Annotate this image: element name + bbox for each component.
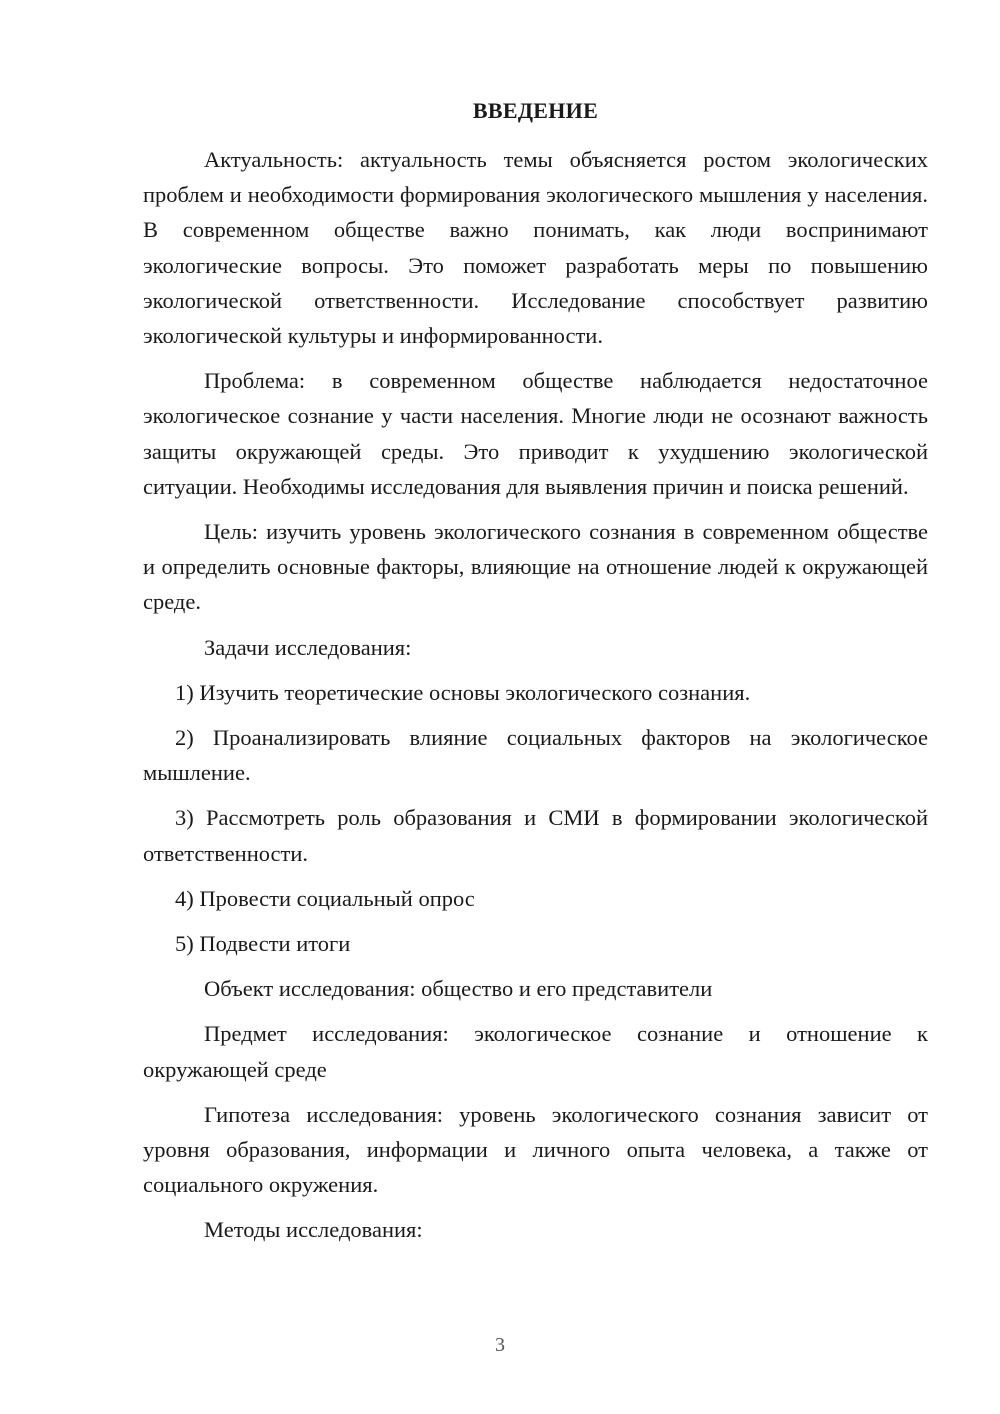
page-number: 3 xyxy=(495,1334,505,1356)
paragraph-subject: Предмет исследования: экологическое сознание и отношение к окружающей среде xyxy=(143,1021,928,1082)
task-item-3: 3) Рассмотреть роль образования и СМИ в формировании экологической ответственности. xyxy=(143,805,928,866)
paragraph-problem: Проблема: в современном обществе наблюдается недостаточное экологическое сознание у части населения. Многие люди не осознают важность защиты окружающей среды. Это приводит к ухудшению экологической ситуации. Необходимы исследования для выявления причин и поиска решений. xyxy=(143,368,928,499)
paragraph-hypothesis: Гипотеза исследования: уровень экологического сознания зависит от уровня образования, информации и личного опыта человека, а также от социального окружения. xyxy=(143,1101,928,1198)
paragraph-goal: Цель: изучить уровень экологического сознания в современном обществе и определить основные факторы, влияющие на отношение людей к окружающей среде. xyxy=(143,519,928,615)
page-title: ВВЕДЕНИЕ xyxy=(472,98,599,123)
paragraph-relevance: Актуальность: актуальность темы объясняется ростом экологических проблем и необходимости формирования экологического мышления у населения. В современном обществе важно понимать, как люди воспринимают экологические вопросы. Это поможет разработать меры по повышению экологической ответственности. Исследование способствует развитию экологической культуры и информированности. xyxy=(143,147,928,349)
tasks-heading: Задачи исследования: xyxy=(204,634,412,660)
task-item-5: 5) Подвести итоги xyxy=(175,931,351,957)
task-item-2: 2) Проанализировать влияние социальных факторов на экологическое мышление. xyxy=(143,725,928,786)
document-page xyxy=(143,96,928,1258)
task-item-1: 1) Изучить теоретические основы экологического сознания. xyxy=(175,679,751,705)
task-item-4: 4) Провести социальный опрос xyxy=(175,885,475,911)
paragraph-object: Объект исследования: общество и его представители xyxy=(204,976,713,1002)
methods-heading: Методы исследования: xyxy=(204,1217,423,1243)
